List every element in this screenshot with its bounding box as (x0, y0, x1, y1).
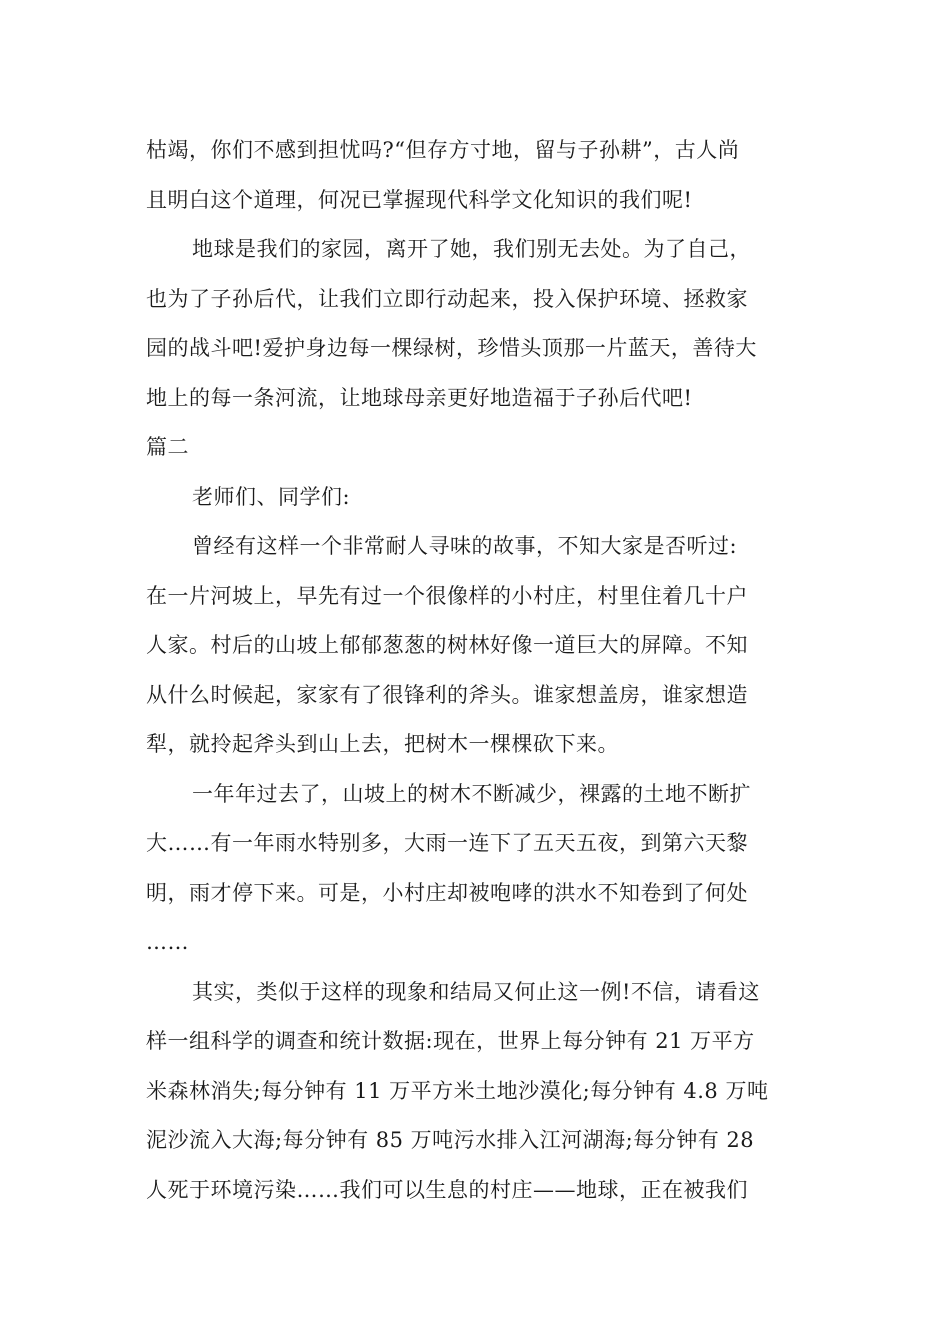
text-line: 人家。村后的山坡上郁郁葱葱的树林好像一道巨大的屏障。不知 (146, 633, 748, 657)
text-line: 犁，就拎起斧头到山上去，把树木一棵棵砍下来。 (146, 732, 619, 756)
text-line: 园的战斗吧!爱护身边每一棵绿树，珍惜头顶那一片蓝天，善待大 (146, 336, 757, 360)
document-body (146, 126, 786, 1215)
text-line: 米森林消失;每分钟有 11 万平方米土地沙漠化;每分钟有 4.8 万吨 (146, 1078, 769, 1103)
text-line: 在一片河坡上，早先有过一个很像样的小村庄，村里住着几十户 (146, 583, 748, 608)
text-line: 老师们、同学们: (192, 484, 351, 509)
text-line: 其实，类似于这样的现象和结局又何止这一例!不信，请看这 (192, 979, 760, 1004)
text-line: 人死于环境污染……我们可以生息的村庄——地球，正在被我们 (146, 1177, 748, 1202)
text-line: 也为了子孙后代，让我们立即行动起来，投入保护环境、拯救家 (146, 286, 748, 311)
text-line: 地上的每一条河流，让地球母亲更好地造福于子孙后代吧! (146, 385, 693, 410)
text-line: 地球是我们的家园，离开了她，我们别无去处。为了自己， (192, 237, 751, 261)
text-line: 泥沙流入大海;每分钟有 85 万吨污水排入江河湖海;每分钟有 28 (146, 1128, 755, 1152)
text-line: 明，雨才停下来。可是，小村庄却被咆哮的洪水不知卷到了何处 (146, 880, 748, 905)
text-line: 且明白这个道理，何况已掌握现代科学文化知识的我们呢! (146, 187, 693, 212)
text-line: 曾经有这样一个非常耐人寻味的故事，不知大家是否听过: (192, 534, 738, 558)
text-line: …… (146, 930, 189, 954)
text-line: 大……有一年雨水特别多，大雨一连下了五天五夜，到第六天黎 (146, 831, 748, 855)
section-heading: 篇二 (146, 435, 189, 459)
text-line: 一年年过去了，山坡上的树木不断减少，裸露的土地不断扩 (192, 781, 751, 806)
text-line: 枯竭，你们不感到担忧吗?“但存方寸地，留与子孙耕”，古人尚 (146, 138, 740, 162)
text-line: 样一组科学的调查和统计数据:现在，世界上每分钟有 21 万平方 (146, 1029, 755, 1053)
text-line: 从什么时候起，家家有了很锋利的斧头。谁家想盖房，谁家想造 (146, 682, 748, 707)
